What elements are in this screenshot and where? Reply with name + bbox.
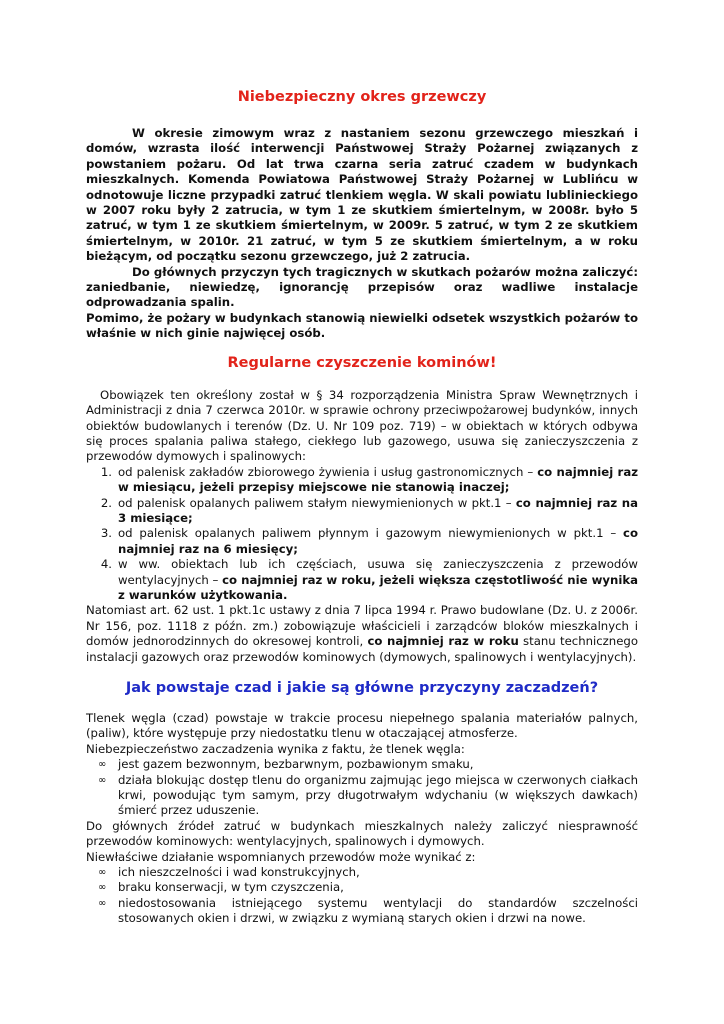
list-item <box>94 880 638 895</box>
section3-paragraph-2: Niebezpieczeństwo zaczadzenia wynika z faktu, że tlenek węgla: <box>86 741 465 756</box>
list-item-text: od palenisk zakładów zbiorowego żywienia i usług gastronomicznych – <box>118 464 538 479</box>
intro-paragraph-3: Pomimo, że pożary w budynkach stanowią niewielki odsetek wszystkich pożarów to właśnie w nich ginie najwięcej osób. <box>86 310 638 341</box>
section3-paragraph-4: Niewłaściwe działanie wspomnianych przewodów może wynikać z: <box>86 849 476 864</box>
page-title: Niebezpieczny okres grzewczy <box>237 89 487 105</box>
list-item-bold: co najmniej raz na 6 miesięcy; <box>118 526 638 556</box>
infinity-bullet-icon: ∞ <box>98 882 107 894</box>
list-item-bold: co najmniej raz w roku, jeżeli większa częstotliwość nie wynika z warunków użytkowania. <box>118 572 638 602</box>
list-number: 3. <box>100 526 112 541</box>
document-page <box>86 88 638 927</box>
list-item-text: od palenisk opalanych paliwem płynnym i gazowym niewymienionych w pkt.1 – <box>118 526 624 541</box>
chimney-faults-list <box>94 865 638 927</box>
list-item <box>94 896 638 927</box>
intro-paragraph-1: W okresie zimowym wraz z nastaniem sezonu grzewczego mieszkań i domów, wzrasta ilość interwencji Państwowej Straży Pożarnej związanych z powstaniem pożaru. Od lat trwa czarna seria zatruć czadem w budynkach mieszkalnych. Komenda Powiatowa Państwowej Straży Pożarnej w Lublińcu w odnotowuje liczne przypadki zatruć tlenkiem węgla. W skali powiatu lublinieckiego w 2007 roku były 2 zatrucia, w tym 1 ze skutkiem śmiertelnym, w 2008r. było 5 zatruć, w tym 1 ze skutkiem śmiertelnym, w 2009r. 5 zatruć, w tym 2 ze skutkiem śmiertelnym, w 2010r. 21 zatruć, w tym 5 ze skutkiem śmiertelnym, a w roku bieżącym, od początku sezonu grzewczego, już 2 zatrucia. <box>86 126 638 264</box>
list-number: 1. <box>100 464 112 479</box>
law-text: Natomiast art. 62 ust. 1 pkt.1c ustawy z dnia 7 lipca 1994 r. Prawo budowlane (Dz. U. z 2006r. Nr 156, poz. 1118 z późn. zm.) zobowiązuje właścicieli i zarządców bloków mieszkalnych i domów jednorodzinnych do okresowej kontroli, <box>86 603 638 649</box>
list-item <box>94 557 638 603</box>
infinity-bullet-icon: ∞ <box>98 867 107 879</box>
list-item-text: braku konserwacji, w tym czyszczenia, <box>118 880 344 895</box>
list-item <box>94 773 638 819</box>
list-item <box>94 757 638 772</box>
list-item-text: niedostosowania istniejącego systemu wentylacji do standardów szczelności stosowanych okien i drzwi, w związku z wymianą starych okien i drzwi na nowe. <box>118 895 638 926</box>
list-number: 4. <box>100 557 112 572</box>
cleaning-frequency-list <box>94 465 638 604</box>
list-item-text: ich nieszczelności i wad konstrukcyjnych, <box>118 865 360 880</box>
list-item <box>94 496 638 527</box>
section-heading-carbon-monoxide: Jak powstaje czad i jakie są główne przyczyny zaczadzeń? <box>125 680 599 696</box>
list-item-text: od palenisk opalanych paliwem stałym niewymienionych w pkt.1 – <box>118 495 516 510</box>
list-item <box>94 865 638 880</box>
law-text-bold: co najmniej raz w roku <box>367 634 519 649</box>
co-properties-list <box>94 757 638 819</box>
list-item-text: jest gazem bezwonnym, bezbarwnym, pozbawionym smaku, <box>118 757 474 772</box>
section2-paragraph-1: Obowiązek ten określony został w § 34 rozporządzenia Ministra Spraw Wewnętrznych i Administracji z dnia 7 czerwca 2010r. w sprawie ochrony przeciwpożarowej budynków, innych obiektów budowlanych i terenów (Dz. U. Nr 109 poz. 719) – w obiektach w których odbywa się proces spalania paliwa stałego, ciekłego lub gazowego, usuwa się zanieczyszczenia z przewodów dymowych i spalinowych: <box>86 387 638 464</box>
list-item-bold: co najmniej raz na 3 miesiące; <box>118 495 638 525</box>
law-text-end: stanu technicznego instalacji gazowych oraz przewodów kominowych (dymowych, spalinowych i wentylacyjnych). <box>86 634 638 664</box>
list-item <box>94 465 638 496</box>
list-item-text: w ww. obiektach lub ich częściach, usuwa się zanieczyszczenia z przewodów wentylacyjnych – <box>118 557 638 587</box>
section3-paragraph-1: Tlenek węgla (czad) powstaje w trakcie procesu niepełnego spalania materiałów palnych, (paliw), które występuje przy niedostatku tlenu w otaczającej atmosferze. <box>86 711 638 741</box>
section2-paragraph-2 <box>86 603 638 665</box>
section3-paragraph-3: Do głównych źródeł zatruć w budynkach mieszkalnych należy zaliczyć niesprawność przewodów kominowych: wentylacyjnych, spalinowych i dymowych. <box>86 818 638 849</box>
infinity-bullet-icon: ∞ <box>98 774 107 786</box>
list-item <box>94 526 638 557</box>
intro-paragraph-2: Do głównych przyczyn tych tragicznych w skutkach pożarów można zaliczyć: zaniedbanie, niewiedzę, ignorancję przepisów oraz wadliwe instalacje odprowadzania spalin. <box>86 264 638 310</box>
list-number: 2. <box>100 495 112 510</box>
list-item-text: działa blokując dostęp tlenu do organizmu zajmując jego miejsca w czerwonych ciałkach krwi, powodując tym samym, przy długotrwałym wdychaniu (w większych dawkach) śmierć przez uduszenie. <box>118 772 638 818</box>
infinity-bullet-icon: ∞ <box>98 897 107 909</box>
section-heading-chimney: Regularne czyszczenie kominów! <box>227 354 497 371</box>
list-item-bold: co najmniej raz w miesiącu, jeżeli przepisy miejscowe nie stanowią inaczej; <box>118 464 639 495</box>
infinity-bullet-icon: ∞ <box>98 759 107 771</box>
